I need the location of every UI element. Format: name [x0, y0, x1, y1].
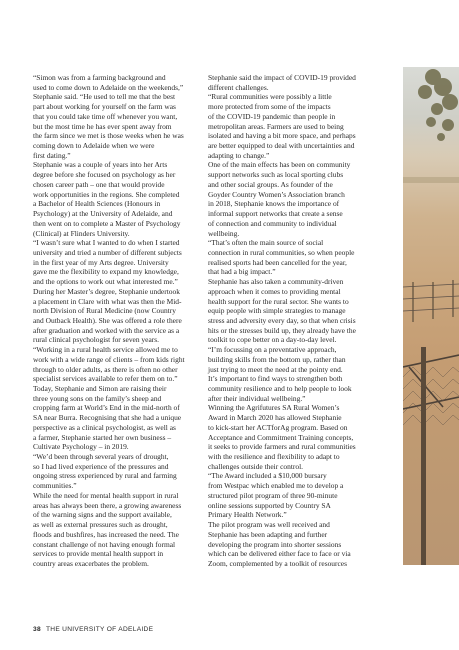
text-line: are better equipped to deal with uncertainties and: [208, 141, 355, 151]
text-line: areas has always been there, a growing awareness: [33, 500, 182, 510]
text-line: “That’s often the main source of social: [208, 238, 324, 248]
farm-fence-illustration: [403, 67, 459, 565]
text-line: floods and bushfires, has increased the need. The: [33, 529, 179, 539]
text-line: a Bachelor of Health Sciences (Honours in: [33, 199, 161, 209]
text-line: “Working in a rural health service allowed me to: [33, 345, 178, 355]
text-line: approach when it comes to providing mental: [208, 286, 341, 296]
text-line: “Simon was from a farming background and: [33, 73, 166, 82]
text-line: “The Award included a $10,000 bursary: [208, 471, 327, 481]
text-line: as well as external pressures such as drought,: [33, 520, 168, 530]
text-line: then went on to complete a Master of Psychology: [33, 218, 181, 228]
text-line: a farmer, Stephanie started her own business –: [33, 432, 172, 442]
text-line: part about working for yourself on the farm was: [33, 102, 176, 112]
text-line: first dating.”: [33, 150, 71, 160]
text-line: and the options to work out what interested me.”: [33, 277, 178, 287]
text-line: that had a big impact.”: [208, 267, 276, 277]
text-line: Zoom, complemented by a toolkit of resources: [208, 558, 348, 568]
text-line: isolated and having a bit more space, and perhaps: [208, 131, 356, 141]
text-line: Goyder Country Women’s Association branch: [208, 189, 345, 199]
text-line: three young sons on the family’s sheep and: [33, 393, 162, 403]
text-line: community resilience and to help people to look: [208, 384, 352, 393]
text-line: specialist services available to refer them on to.”: [33, 374, 178, 384]
text-line: university and tried a number of different subjects: [33, 247, 182, 257]
text-line: from Westpac which enabled me to develop a: [208, 481, 344, 491]
text-line: Primary Health Network.”: [208, 510, 287, 520]
text-line: and other social groups. As founder of the: [208, 179, 333, 189]
text-line: SA near Burra. Recognising that she had a unique: [33, 413, 182, 423]
text-line: “I wasn’t sure what I wanted to do when I started: [33, 238, 180, 248]
text-line: work opportunities in the regions. She completed: [33, 189, 180, 199]
text-line: It’s important to find ways to strengthen both: [208, 374, 343, 384]
text-line: developing the program into shorter sessions: [208, 539, 342, 549]
text-line: country areas exacerbates the problem.: [33, 558, 149, 568]
text-line: During her Master’s degree, Stephanie undertook: [33, 286, 180, 296]
text-line: While the need for mental health support in rural: [33, 490, 179, 500]
text-line: The pilot program was well received and: [208, 520, 330, 530]
text-line: communities.”: [33, 481, 77, 491]
publication-name: THE UNIVERSITY OF ADELAIDE: [45, 626, 154, 633]
text-line: ongoing stress experienced by rural and farming: [33, 471, 177, 481]
text-line: Psychology) at the University of Adelaide, and: [33, 209, 173, 219]
text-line: realised sports had been cancelled for the year,: [208, 257, 347, 267]
text-line: in 2018, Stephanie knows the importance of: [208, 199, 340, 209]
text-line: Acceptance and Commitment Training concepts,: [208, 432, 354, 442]
text-line: equip people with simple strategies to manage: [208, 306, 346, 316]
text-line: to kick-start her ACTforAg program. Based on: [208, 422, 348, 432]
text-line: online sessions supported by Country SA: [208, 500, 331, 510]
text-line: through to older adults, as there is often no other: [33, 364, 178, 374]
text-line: the farm since we met is those weeks when he was: [33, 131, 184, 141]
text-line: structured pilot program of three 90-minute: [208, 490, 338, 500]
text-line: of the COVID-19 pandemic than people in: [208, 111, 336, 121]
left-text-column: [33, 73, 203, 569]
text-line: with the resilience and flexibility to adapt to: [208, 452, 340, 462]
text-line: Stephanie said the impact of COVID-19 provided: [208, 73, 356, 82]
text-line: hits or the stresses build up, they already have the: [208, 325, 356, 335]
text-line: metropolitan areas. Farmers are used to being: [208, 121, 344, 131]
text-line: constant challenge of not having enough formal: [33, 539, 176, 549]
text-line: Stephanie has been adapting and further: [208, 529, 328, 539]
text-line: (Clinical) at Flinders University.: [33, 228, 130, 238]
text-line: perspective as a clinical psychologist, as well as: [33, 422, 176, 432]
text-line: “Rural communities were possibly a little: [208, 92, 332, 102]
right-text-column: [208, 73, 378, 569]
text-line: so I had lived experience of the pressures and: [33, 461, 169, 471]
text-line: degree before she focused on psychology as her: [33, 170, 176, 180]
text-line: Cultivate Psychology – in 2019.: [33, 442, 129, 452]
text-line: adapting to change.”: [208, 150, 270, 160]
text-line: chosen career path – one that would provide: [33, 179, 165, 189]
text-line: gave me the flexibility to expand my knowledge,: [33, 267, 179, 277]
text-line: north Division of Rural Medicine (now Country: [33, 306, 176, 316]
text-line: Stephanie was a couple of years into her Arts: [33, 160, 168, 170]
text-line: in the first year of my Arts degree. University: [33, 257, 169, 267]
text-line: services to provide mental health support in: [33, 549, 164, 559]
text-line: challenges outside their control.: [208, 461, 304, 471]
text-line: different challenges.: [208, 82, 269, 92]
text-line: support networks such as local sporting clubs: [208, 170, 344, 180]
text-line: Award in March 2020 has allowed Stephanie: [208, 413, 342, 423]
text-line: used to come down to Adelaide on the weekends,”: [33, 82, 184, 92]
text-line: Today, Stephanie and Simon are raising their: [33, 384, 167, 393]
text-line: Stephanie has also taken a community-driven: [208, 277, 344, 287]
text-line: of the warning signs and the support available,: [33, 510, 172, 520]
text-line: after graduation and worked with the service as a: [33, 325, 180, 335]
text-line: and Outback Health). She was offered a role there: [33, 315, 182, 325]
text-line: connection in rural communities, so when people: [208, 247, 355, 257]
text-line: wellbeing.: [208, 228, 240, 238]
text-line: work with a wide range of clients – from kids right: [33, 354, 185, 364]
text-line: “I’m focussing on a preventative approach,: [208, 345, 337, 355]
text-line: just trying to meet the need at the pointy end.: [208, 364, 343, 374]
text-line: informal support networks that create a sense: [208, 209, 343, 219]
text-line: which can be delivered either face to face or via: [208, 549, 351, 559]
text-line: coming down to Adelaide when we were: [33, 141, 155, 151]
text-line: building skills from the bottom up, rather than: [208, 354, 346, 364]
text-line: Winning the Agrifutures SA Rural Women’s: [208, 403, 340, 413]
text-line: of connection and community to individual: [208, 218, 337, 228]
text-line: cropping farm at World’s End in the mid-north of: [33, 403, 180, 413]
text-line: after their individual wellbeing.”: [208, 393, 306, 403]
farm-landscape-photo: [403, 67, 459, 565]
text-line: more protected from some of the impacts: [208, 102, 331, 112]
page-number: 38: [33, 626, 41, 633]
text-line: a placement in Clare with what was then the Mid-: [33, 296, 182, 306]
text-line: stress and adversity every day, so that when crisis: [208, 315, 356, 325]
page-footer: [33, 626, 153, 633]
text-line: “We’d been through several years of drought,: [33, 452, 169, 462]
text-line: Stephanie said. “He used to tell me that the best: [33, 92, 176, 102]
text-line: One of the main effects has been on community: [208, 160, 351, 170]
text-line: that you could take time off whenever you want,: [33, 111, 178, 121]
text-line: health support for the rural sector. She wants to: [208, 296, 349, 306]
text-line: rural clinical psychologist for seven years.: [33, 335, 159, 345]
text-line: it seeks to provide farmers and rural communities: [208, 442, 356, 452]
text-line: but the most time he has ever spent away from: [33, 121, 172, 131]
text-line: toolkit to cope better on a day-to-day level.: [208, 335, 337, 345]
